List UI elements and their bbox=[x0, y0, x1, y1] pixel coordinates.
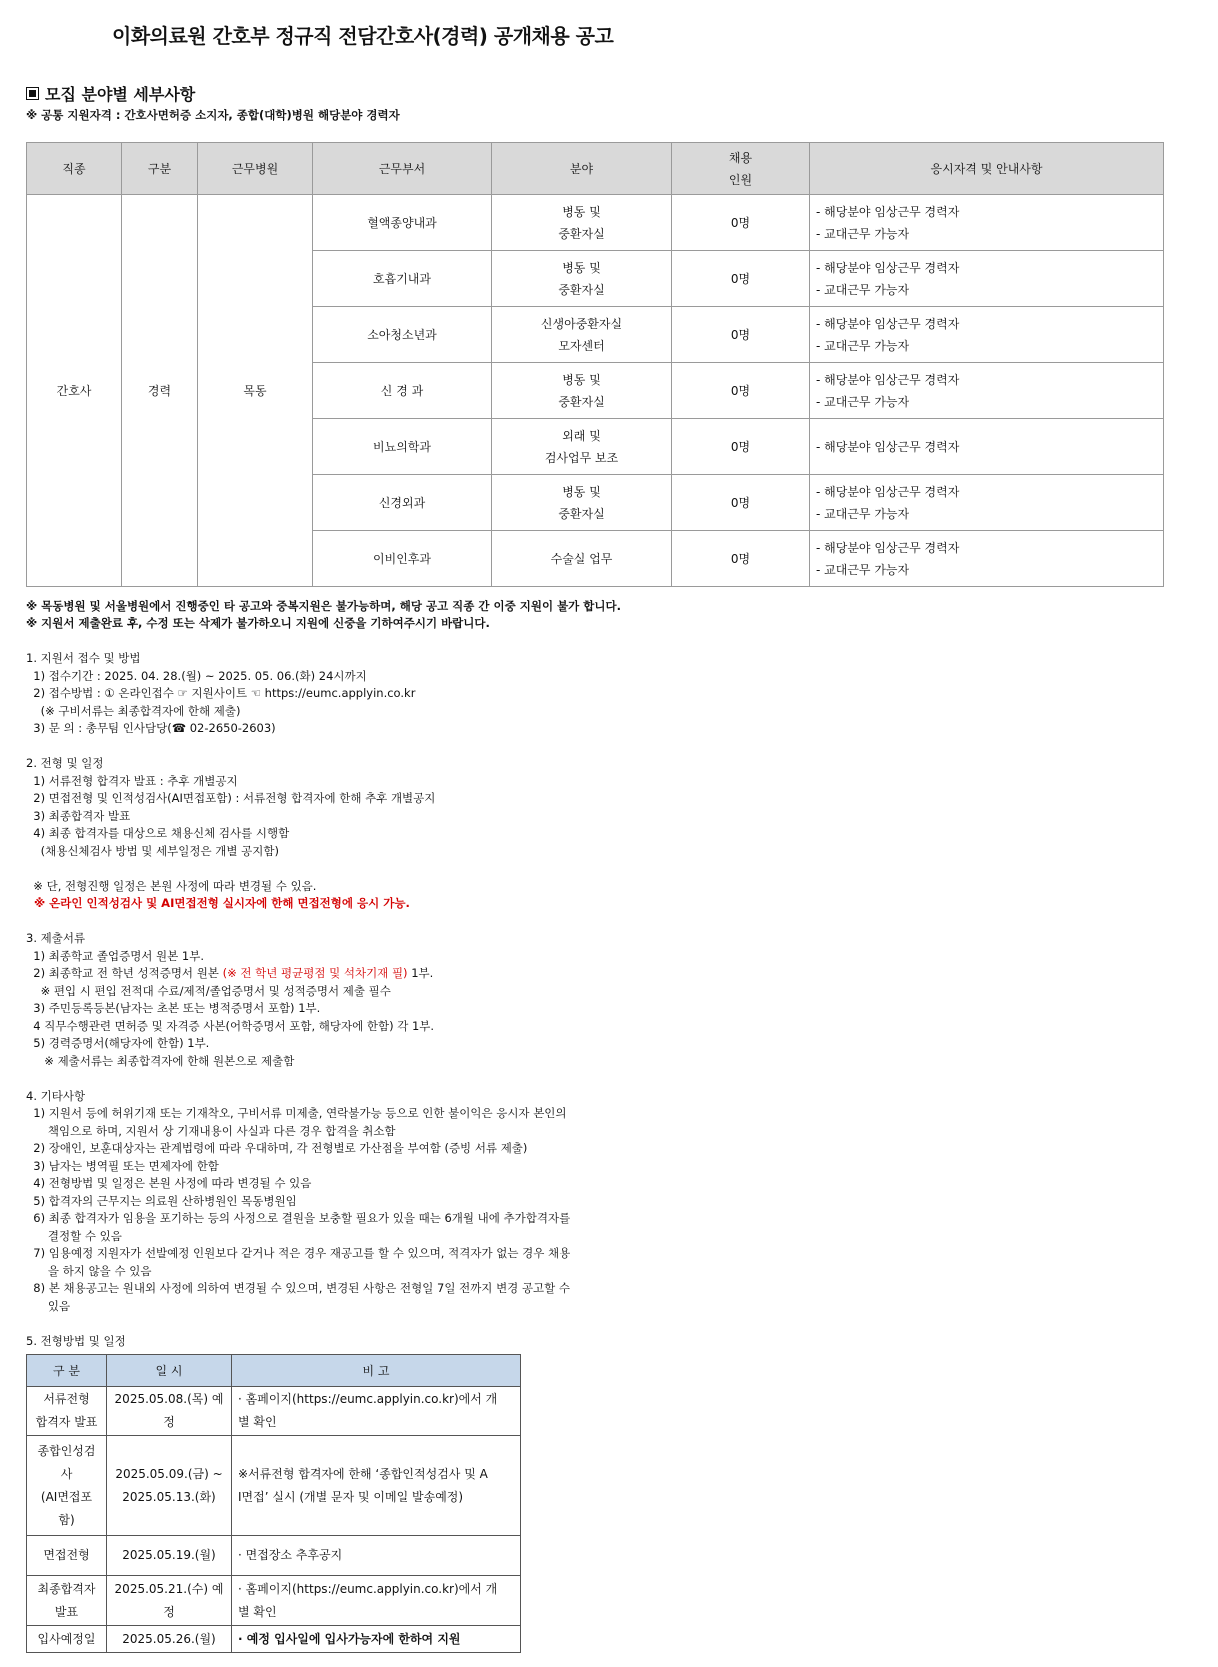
count-cell: 0명 bbox=[672, 419, 810, 475]
schedule-remarks-cell bbox=[232, 1576, 521, 1626]
schedule-row bbox=[27, 1387, 521, 1436]
section-4-line: 1) 지원서 등에 허위기재 또는 기재착오, 구비서류 미제출, 연락불가능 등으로 인한 불이익은 응시자 본인의 bbox=[26, 1106, 567, 1120]
section-2-line: 3) 최종합격자 발표 bbox=[26, 808, 131, 823]
section-1-line: 3) 문 의 : 총무팀 인사담당(☎ 02-2650-2603) bbox=[26, 721, 276, 735]
schedule-remarks-line: ※서류전형 합격자에 한해 ‘종합인적성검사 및 A bbox=[238, 1466, 488, 1481]
section-2-line: 4) 최종 합격자를 대상으로 채용신체 검사를 시행함 bbox=[26, 826, 290, 840]
schedule-remarks-cell bbox=[232, 1536, 521, 1576]
schedule-category-line: (AI면접포 bbox=[40, 1489, 93, 1504]
schedule-header-remarks: 비 고 bbox=[232, 1355, 521, 1387]
qualification-cell bbox=[810, 307, 1164, 363]
section-3-line-part: 2) 최종학교 전 학년 성적증명서 원본 bbox=[26, 966, 223, 980]
qualification-cell bbox=[810, 251, 1164, 307]
section-3-line: ※ 편입 시 편입 전적대 수료/제적/졸업증명서 및 성적증명서 제출 필수 bbox=[26, 983, 391, 998]
schedule-date-line: 정 bbox=[163, 1604, 175, 1619]
section-heading bbox=[26, 82, 195, 105]
schedule-date-line: 2025.05.26.(월) bbox=[122, 1631, 216, 1646]
section-4-line: 4) 전형방법 및 일정은 본원 사정에 따라 변경될 수 있음 bbox=[26, 1176, 312, 1190]
schedule-row bbox=[27, 1626, 521, 1653]
dept-cell: 혈액종양내과 bbox=[313, 195, 492, 251]
header-type: 구분 bbox=[122, 143, 198, 195]
schedule-date-cell bbox=[107, 1626, 232, 1653]
field-line: 중환자실 bbox=[558, 282, 605, 297]
schedule-category-cell bbox=[27, 1387, 107, 1436]
schedule-remarks-line: I면접’ 실시 (개별 문자 및 이메일 발송예정) bbox=[238, 1489, 464, 1504]
qualification-cell bbox=[810, 363, 1164, 419]
field-line: 중환자실 bbox=[558, 226, 605, 241]
schedule-remarks-line: · 홈페이지(https://eumc.applyin.co.kr)에서 개 bbox=[238, 1581, 498, 1596]
dept-cell: 소아청소년과 bbox=[313, 307, 492, 363]
field-line: 병동 및 bbox=[562, 484, 601, 499]
schedule-category-cell bbox=[27, 1576, 107, 1626]
schedule-category-line: 함) bbox=[58, 1512, 75, 1527]
header-qualification: 응시자격 및 안내사항 bbox=[810, 143, 1164, 195]
qualification-line: - 교대근무 가능자 bbox=[816, 282, 910, 297]
schedule-remarks-cell bbox=[232, 1436, 521, 1536]
section-3-red-text: (※ 전 학년 평균평점 및 석차기재 필) bbox=[222, 966, 408, 980]
section-3-line: ※ 제출서류는 최종합격자에 한해 원본으로 제출함 bbox=[26, 1053, 295, 1068]
field-line: 병동 및 bbox=[562, 372, 601, 387]
schedule-row bbox=[27, 1436, 521, 1536]
section-4-line: 있음 bbox=[26, 1298, 71, 1313]
section-4-line: 책임으로 하며, 지원서 상 기재내용이 사실과 다른 경우 합격을 취소함 bbox=[26, 1123, 396, 1138]
section-4-line: 결정할 수 있음 bbox=[26, 1228, 122, 1243]
dept-cell: 비뇨의학과 bbox=[313, 419, 492, 475]
schedule-category-line: 합격자 발표 bbox=[35, 1415, 98, 1429]
section-2-line: 2) 면접전형 및 인적성검사(AI면접포함) : 서류전형 합격자에 한해 추후 개별공지 bbox=[26, 791, 436, 805]
schedule-remarks-cell bbox=[232, 1387, 521, 1436]
schedule-remarks-line: · 예정 입사일에 입사가능자에 한하여 지원 bbox=[238, 1631, 461, 1646]
section-3-line: 1) 최종학교 졸업증명서 원본 1부. bbox=[26, 948, 205, 963]
count-cell: 0명 bbox=[672, 251, 810, 307]
section-4-line: 을 하지 않을 수 있음 bbox=[26, 1263, 152, 1278]
section-4-line: 3) 남자는 병역필 또는 면제자에 한함 bbox=[26, 1158, 219, 1173]
dept-cell: 이비인후과 bbox=[313, 531, 492, 587]
schedule-date-line: 2025.05.09.(금) ~ bbox=[115, 1466, 223, 1481]
qualification-line: - 해당분야 임상근무 경력자 bbox=[816, 260, 960, 275]
header-hospital: 근무병원 bbox=[198, 143, 313, 195]
qualification-cell bbox=[810, 195, 1164, 251]
count-cell: 0명 bbox=[672, 531, 810, 587]
schedule-date-line: 정 bbox=[163, 1415, 175, 1429]
section-1-line: 1) 접수기간 : 2025. 04. 28.(월) ~ 2025. 05. 06.(화) 24시까지 bbox=[26, 668, 367, 683]
qualification-line: - 교대근무 가능자 bbox=[816, 226, 910, 241]
count-cell: 0명 bbox=[672, 195, 810, 251]
schedule-header-date: 일 시 bbox=[107, 1355, 232, 1387]
section-1-heading: 1. 지원서 접수 및 방법 bbox=[26, 651, 141, 665]
schedule-category-cell bbox=[27, 1436, 107, 1536]
field-line: 신생아중환자실 bbox=[540, 316, 623, 331]
schedule-category-line: 종합인성검 bbox=[37, 1443, 96, 1458]
section-1-line: (※ 구비서류는 최종합격자에 한해 제출) bbox=[26, 703, 241, 718]
field-line: 중환자실 bbox=[558, 394, 605, 409]
type-cell: 경력 bbox=[122, 195, 198, 587]
section-4-line: 6) 최종 합격자가 임용을 포기하는 등의 사정으로 결원을 보충할 필요가 있을 때는 6개월 내에 추가합격자를 bbox=[26, 1211, 571, 1225]
schedule-remarks-line: 별 확인 bbox=[238, 1415, 277, 1429]
job-cell: 간호사 bbox=[27, 195, 122, 587]
qualification-cell bbox=[810, 531, 1164, 587]
qualification-line: - 해당분야 임상근무 경력자 bbox=[816, 439, 960, 454]
schedule-remarks-line: · 면접장소 추후공지 bbox=[238, 1548, 343, 1562]
field-line: 모자센터 bbox=[558, 338, 605, 353]
schedule-category-cell bbox=[27, 1626, 107, 1653]
schedule-date-line: 2025.05.13.(화) bbox=[122, 1489, 216, 1504]
schedule-date-line: 2025.05.19.(월) bbox=[122, 1548, 216, 1562]
section-2-line: 1) 서류전형 합격자 발표 : 추후 개별공지 bbox=[26, 773, 238, 788]
table-header-row bbox=[27, 143, 1164, 195]
schedule-row bbox=[27, 1576, 521, 1626]
qualification-line: - 교대근무 가능자 bbox=[816, 506, 910, 521]
recruitment-table bbox=[26, 142, 1164, 587]
section-2-line: (채용신체검사 방법 및 세부일정은 개별 공지함) bbox=[26, 843, 279, 858]
section-4-line: 8) 본 채용공고는 원내외 사정에 의하여 변경될 수 있으며, 변경된 사항은 전형일 7일 전까지 변경 공고할 수 bbox=[26, 1281, 571, 1295]
square-bullet-icon bbox=[26, 87, 39, 100]
dept-cell: 신 경 과 bbox=[313, 363, 492, 419]
field-line: 중환자실 bbox=[558, 506, 605, 521]
section-3-line-part: 1부. bbox=[407, 966, 434, 980]
schedule-date-cell bbox=[107, 1436, 232, 1536]
dept-cell: 신경외과 bbox=[313, 475, 492, 531]
dept-cell: 호흡기내과 bbox=[313, 251, 492, 307]
section-3-line: 4 직무수행관련 면허증 및 자격증 사본(어학증명서 포함, 해당자에 한함) 각 1부. bbox=[26, 1018, 435, 1033]
schedule-date-line: 2025.05.08.(목) 예 bbox=[114, 1392, 224, 1406]
warning-line: ※ 지원서 제출완료 후, 수정 또는 삭제가 불가하오니 지원에 신중을 기하여주시기 바랍니다. bbox=[26, 616, 490, 630]
count-cell: 0명 bbox=[672, 307, 810, 363]
notice-warnings bbox=[26, 598, 621, 632]
schedule-category-line: 최종합격자 bbox=[37, 1581, 96, 1596]
count-cell: 0명 bbox=[672, 363, 810, 419]
field-cell bbox=[492, 307, 672, 363]
qualification-line: - 교대근무 가능자 bbox=[816, 338, 910, 353]
field-line: 검사업무 보조 bbox=[544, 450, 619, 465]
schedule-date-cell bbox=[107, 1387, 232, 1436]
section-5-heading: 5. 전형방법 및 일정 bbox=[26, 1333, 126, 1348]
schedule-date-cell bbox=[107, 1536, 232, 1576]
page-title: 이화의료원 간호부 정규직 전담간호사(경력) 공개채용 공고 bbox=[112, 24, 614, 48]
qualification-cell bbox=[810, 475, 1164, 531]
schedule-date-cell bbox=[107, 1576, 232, 1626]
field-line: 외래 및 bbox=[562, 428, 601, 443]
field-cell bbox=[492, 419, 672, 475]
qualification-cell bbox=[810, 419, 1164, 475]
schedule-header-row bbox=[27, 1355, 521, 1387]
header-count bbox=[672, 143, 810, 195]
schedule-row bbox=[27, 1536, 521, 1576]
schedule-remarks-cell bbox=[232, 1626, 521, 1653]
warning-line: ※ 목동병원 및 서울병원에서 진행중인 타 공고와 중복지원은 불가능하며, 해당 공고 직종 간 이중 지원이 불가 합니다. bbox=[26, 599, 621, 613]
header-count-line1: 채용 bbox=[728, 150, 753, 165]
field-cell bbox=[492, 531, 672, 587]
section-3-line bbox=[26, 965, 570, 983]
header-count-line2: 인원 bbox=[728, 172, 753, 187]
common-qualification: ※ 공통 지원자격 : 간호사면허증 소지자, 종합(대학)병원 해당분야 경력자 bbox=[26, 108, 400, 122]
header-dept: 근무부서 bbox=[313, 143, 492, 195]
section-3-heading: 3. 제출서류 bbox=[26, 931, 86, 945]
qualification-line: - 해당분야 임상근무 경력자 bbox=[816, 316, 960, 331]
schedule-category-line: 발표 bbox=[54, 1604, 79, 1619]
schedule-date-line: 2025.05.21.(수) 예 bbox=[114, 1581, 224, 1596]
schedule-category-line: 사 bbox=[60, 1466, 73, 1481]
field-line: 수술실 업무 bbox=[550, 551, 613, 566]
schedule-table bbox=[26, 1354, 521, 1653]
schedule-category-line: 서류전형 bbox=[43, 1392, 90, 1406]
section-1-line: 2) 접수방법 : ① 온라인접수 ☞ 지원사이트 ☜ https://eumc.applyin.co.kr bbox=[26, 686, 416, 700]
header-job: 직종 bbox=[27, 143, 122, 195]
field-cell bbox=[492, 475, 672, 531]
section-4-line: 2) 장애인, 보훈대상자는 관계법령에 따라 우대하며, 각 전형별로 가산점을 부여함 (증빙 서류 제출) bbox=[26, 1141, 528, 1155]
header-field: 분야 bbox=[492, 143, 672, 195]
qualification-line: - 교대근무 가능자 bbox=[816, 562, 910, 577]
count-cell: 0명 bbox=[672, 475, 810, 531]
qualification-line: - 해당분야 임상근무 경력자 bbox=[816, 484, 960, 499]
field-line: 병동 및 bbox=[562, 204, 601, 219]
section-4-heading: 4. 기타사항 bbox=[26, 1088, 86, 1103]
schedule-remarks-line: · 홈페이지(https://eumc.applyin.co.kr)에서 개 bbox=[238, 1392, 498, 1406]
qualification-line: - 교대근무 가능자 bbox=[816, 394, 910, 409]
section-heading-text: 모집 분야별 세부사항 bbox=[45, 85, 196, 104]
section-4-line: 7) 임용예정 지원자가 선발예정 인원보다 같거나 적은 경우 재공고를 할 수 있으며, 적격자가 없는 경우 채용 bbox=[26, 1246, 571, 1260]
section-2-note: ※ 단, 전형진행 일정은 본원 사정에 따라 변경될 수 있음. bbox=[26, 878, 317, 893]
qualification-line: - 해당분야 임상근무 경력자 bbox=[816, 540, 960, 555]
hospital-cell: 목동 bbox=[198, 195, 313, 587]
notice-body bbox=[26, 650, 570, 1350]
schedule-header-category: 구 분 bbox=[27, 1355, 107, 1387]
schedule-category-line: 면접전형 bbox=[43, 1548, 90, 1562]
section-2-red-note: ※ 온라인 인적성검사 및 AI면접전형 실시자에 한해 면접전형에 응시 가능. bbox=[26, 896, 410, 910]
schedule-category-line: 입사예정일 bbox=[37, 1631, 96, 1646]
field-cell bbox=[492, 363, 672, 419]
field-line: 병동 및 bbox=[562, 260, 601, 275]
section-3-line: 3) 주민등록등본(남자는 초본 또는 병적증명서 포함) 1부. bbox=[26, 1001, 321, 1015]
schedule-category-cell bbox=[27, 1536, 107, 1576]
section-4-line: 5) 합격자의 근무지는 의료원 산하병원인 목동병원임 bbox=[26, 1193, 297, 1208]
schedule-remarks-line: 별 확인 bbox=[238, 1604, 277, 1619]
qualification-line: - 해당분야 임상근무 경력자 bbox=[816, 372, 960, 387]
field-cell bbox=[492, 251, 672, 307]
qualification-line: - 해당분야 임상근무 경력자 bbox=[816, 204, 960, 219]
section-3-line: 5) 경력증명서(해당자에 한함) 1부. bbox=[26, 1036, 210, 1050]
table-row bbox=[27, 195, 1164, 251]
field-cell bbox=[492, 195, 672, 251]
section-2-heading: 2. 전형 및 일정 bbox=[26, 756, 104, 770]
